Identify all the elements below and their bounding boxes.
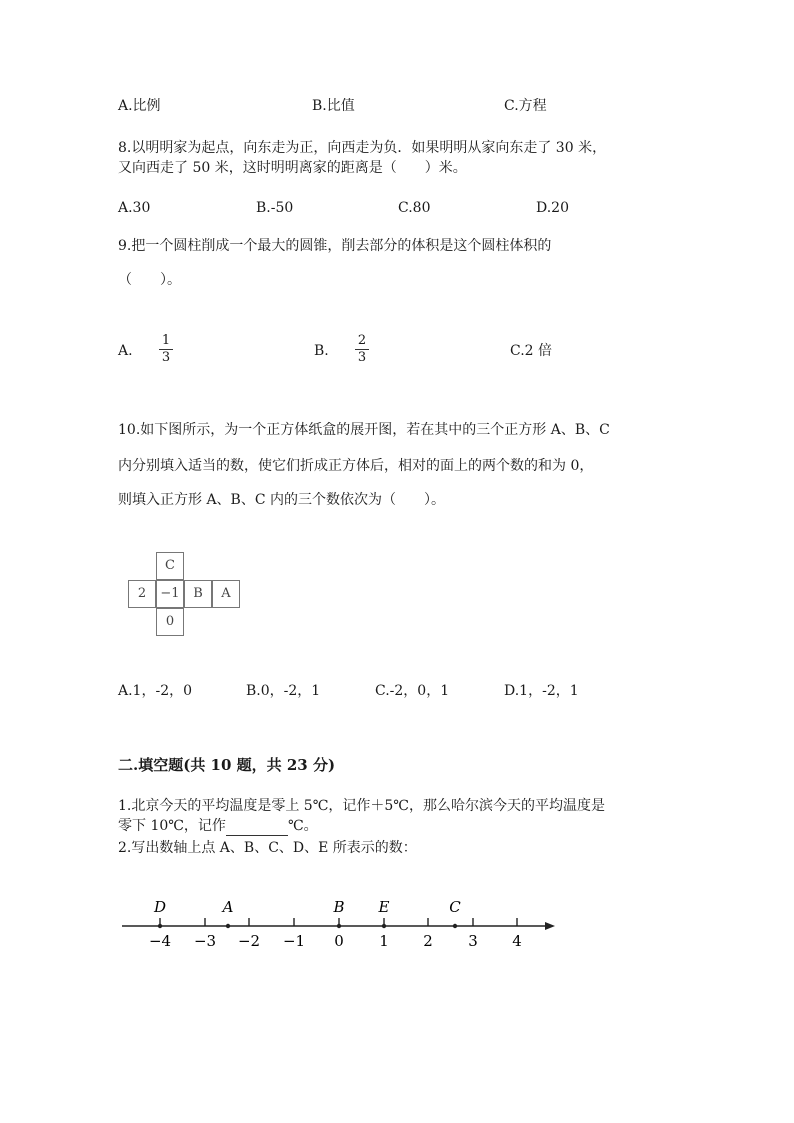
tick-label: −1 bbox=[282, 932, 306, 950]
tick-label: 2 bbox=[423, 932, 433, 950]
point-label: C bbox=[449, 898, 461, 916]
point-label: D bbox=[153, 898, 167, 916]
q8-option-c: C.80 bbox=[398, 200, 431, 216]
s2-q1-line2 bbox=[118, 816, 318, 836]
tick-label: 1 bbox=[379, 932, 389, 950]
q8-option-a: A.30 bbox=[118, 200, 151, 216]
q9-option-a-fraction bbox=[159, 334, 173, 365]
q9-option-c: C.2 倍 bbox=[510, 343, 553, 359]
q10-option-c: C.-2，0，1 bbox=[375, 683, 450, 699]
q9-option-a-label: A. bbox=[118, 343, 133, 359]
s2-q1-line1: 1.北京今天的平均温度是零上 5℃，记作＋5℃，那么哈尔滨今天的平均温度是 bbox=[118, 798, 605, 814]
point-dot bbox=[158, 924, 162, 928]
q8-option-d: D.20 bbox=[536, 200, 569, 216]
point-label: E bbox=[378, 898, 390, 916]
point-dot bbox=[337, 924, 341, 928]
point-dot bbox=[382, 924, 386, 928]
s2-q1-line2-suffix: ℃。 bbox=[287, 818, 318, 834]
q10-text-line1: 10.如下图所示，为一个正方体纸盒的展开图，若在其中的三个正方形 A、B、C bbox=[118, 422, 610, 438]
q8-text-line1: 8.以明明家为起点，向东走为正，向西走为负．如果明明从家向东走了 30 米， bbox=[118, 140, 607, 156]
net-cell-2: −1 bbox=[156, 580, 184, 608]
q7-option-a: A.比例 bbox=[118, 98, 161, 114]
q8-option-b: B.-50 bbox=[256, 200, 294, 216]
section-title: 二.填空题(共 10 题，共 23 分) bbox=[118, 756, 336, 774]
q9-text-line2: （ ）。 bbox=[118, 272, 181, 288]
answer-blank[interactable] bbox=[226, 821, 288, 836]
tick-label: 3 bbox=[468, 932, 478, 950]
point-dot bbox=[226, 924, 230, 928]
q8-text-line2: 又向西走了 50 米，这时明明离家的距离是（ ）米。 bbox=[118, 160, 467, 176]
q10-option-d: D.1，-2，1 bbox=[504, 683, 579, 699]
number-line-points bbox=[153, 898, 461, 928]
q10-option-b: B.0，-2，1 bbox=[246, 683, 321, 699]
q10-option-a: A.1，-2，0 bbox=[118, 683, 193, 699]
fraction-numerator: 2 bbox=[357, 333, 367, 348]
q9-option-b-fraction bbox=[355, 334, 369, 365]
fraction-numerator: 1 bbox=[161, 333, 171, 348]
net-cell-1: 2 bbox=[128, 580, 156, 608]
fraction-denominator: 3 bbox=[357, 350, 367, 365]
s2-q2-text: 2.写出数轴上点 A、B、C、D、E 所表示的数： bbox=[118, 840, 417, 856]
q7-option-c: C.方程 bbox=[504, 98, 547, 114]
point-dot bbox=[453, 924, 457, 928]
q7-option-b: B.比值 bbox=[312, 98, 355, 114]
point-label: B bbox=[333, 898, 345, 916]
q10-text-line2: 内分别填入适当的数，使它们折成正方体后，相对的面上的两个数的和为 0， bbox=[118, 458, 594, 474]
number-line bbox=[0, 890, 794, 970]
tick-label: −2 bbox=[237, 932, 261, 950]
net-cell-4: A bbox=[212, 580, 240, 608]
number-line-tick-labels bbox=[149, 932, 522, 950]
net-cell-top: C bbox=[156, 552, 184, 580]
q10-text-line3: 则填入正方形 A、B、C 内的三个数依次为（ ）。 bbox=[118, 492, 446, 508]
q9-text-line1: 9.把一个圆柱削成一个最大的圆锥，削去部分的体积是这个圆柱体积的 bbox=[118, 238, 552, 254]
fraction-denominator: 3 bbox=[161, 350, 171, 365]
tick-label: 0 bbox=[334, 932, 344, 950]
point-label: A bbox=[222, 898, 234, 916]
net-cell-bottom: 0 bbox=[156, 608, 184, 636]
tick-label: −4 bbox=[148, 932, 172, 950]
tick-label: −3 bbox=[193, 932, 217, 950]
q9-option-b-label: B. bbox=[314, 343, 329, 359]
net-cell-3: B bbox=[184, 580, 212, 608]
tick-label: 4 bbox=[512, 932, 522, 950]
s2-q1-line2-prefix: 零下 10℃，记作 bbox=[118, 818, 226, 834]
number-line-arrow bbox=[545, 922, 555, 930]
